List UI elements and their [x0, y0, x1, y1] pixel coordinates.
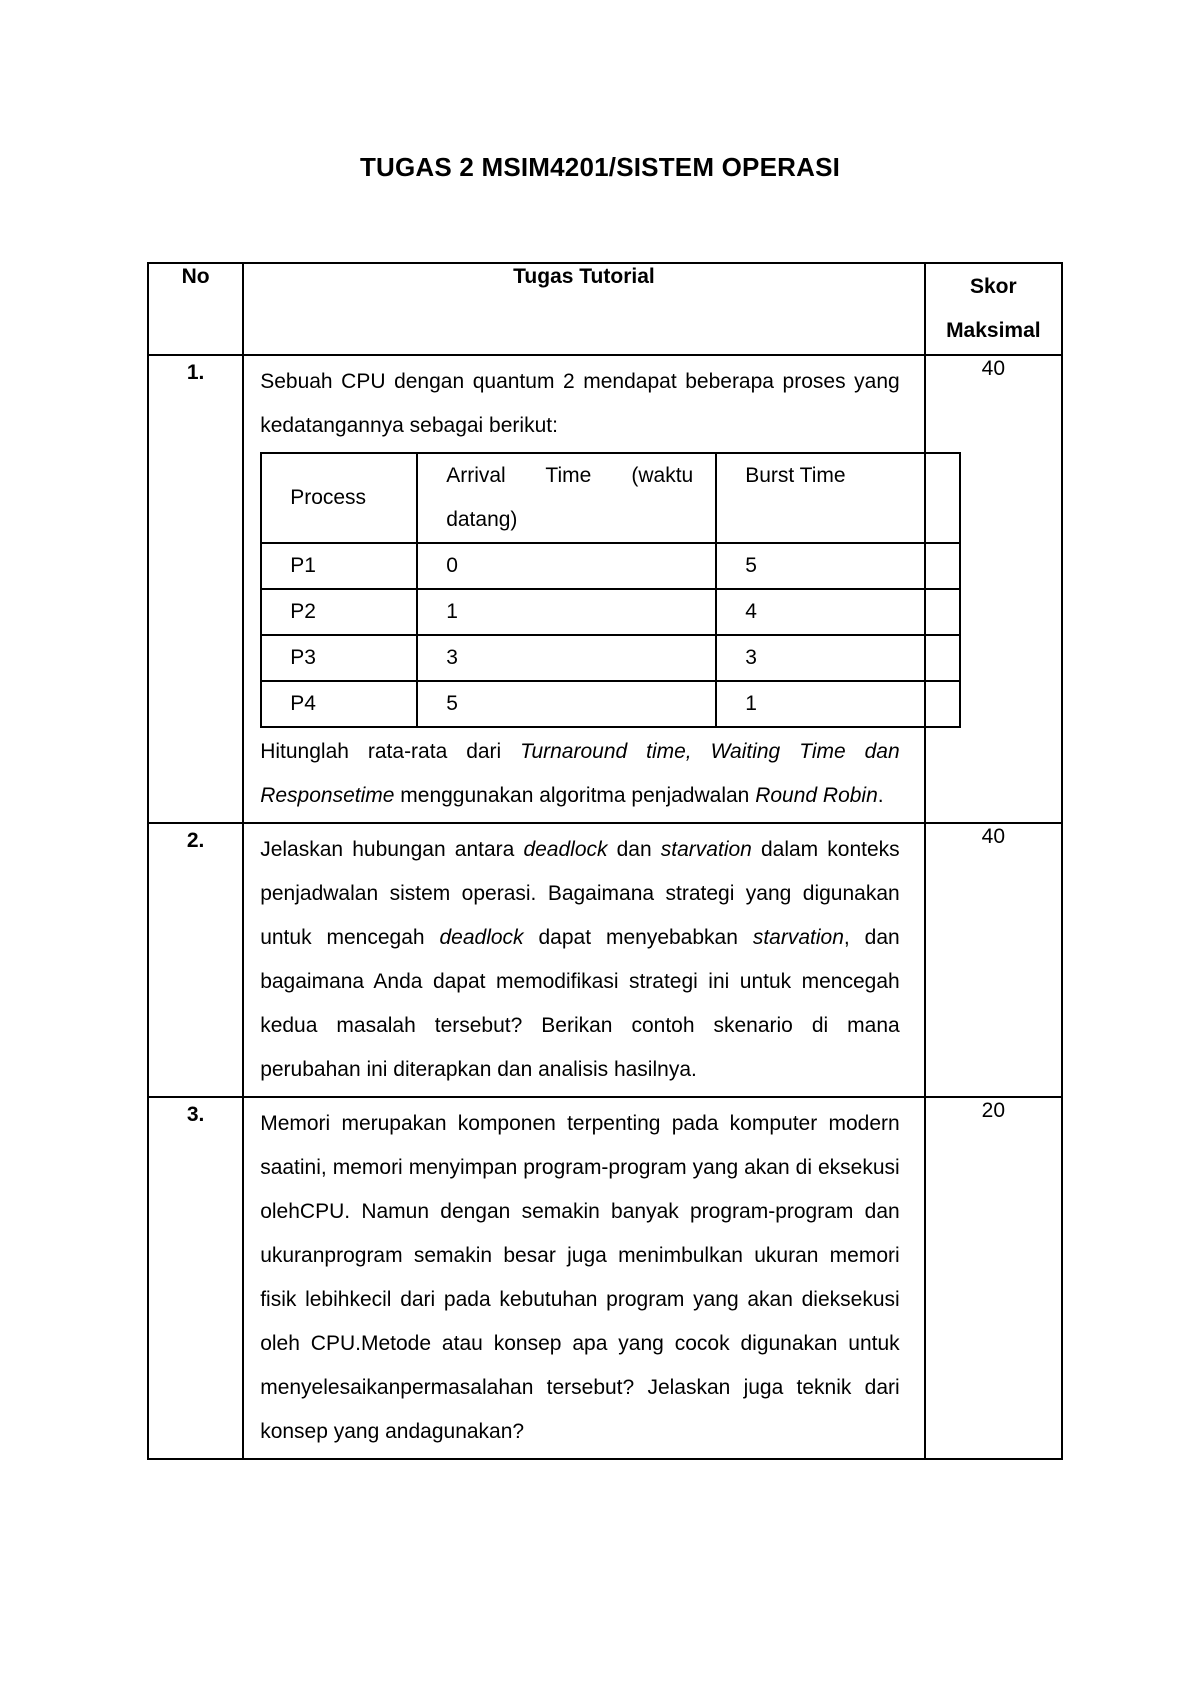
row-number: 3. [148, 1097, 243, 1459]
assignment-table [147, 262, 1063, 1460]
page-title: TUGAS 2 MSIM4201/SISTEM OPERASI [359, 152, 841, 182]
process-table-header [261, 453, 960, 543]
process-cell: P2 [261, 589, 417, 635]
question-italic: Round Robin [755, 784, 878, 807]
score-cell: 20 [925, 1097, 1062, 1459]
question-text: menggunakan algoritma penjadwalan [394, 784, 756, 807]
task-intro: Sebuah CPU dengan quantum 2 mendapat beberapa proses yang kedatangannya sebagai berikut: [260, 370, 900, 437]
task-text-run: dapat menyebabkan [523, 926, 753, 949]
process-cell: P3 [261, 635, 417, 681]
header-score [925, 263, 1062, 355]
process-cell: 4 [716, 589, 960, 635]
process-cell: 3 [716, 635, 960, 681]
process-cell: P4 [261, 681, 417, 727]
task-text-italic: starvation [660, 838, 752, 861]
process-cell: 5 [417, 681, 716, 727]
task-cell [243, 355, 924, 823]
header-no: No [148, 263, 243, 355]
process-cell: 0 [417, 543, 716, 589]
question-text: Hitunglah rata-rata dari [260, 740, 521, 763]
process-header-process: Process [261, 453, 417, 543]
process-cell: P1 [261, 543, 417, 589]
task-text-run: Jelaskan hubungan antara [260, 838, 524, 861]
process-header-arrival: Arrival Time (waktu datang) [417, 453, 716, 543]
row-number: 1. [148, 355, 243, 823]
process-row [261, 543, 960, 589]
task-text-run: dan [607, 838, 661, 861]
score-cell: 40 [925, 355, 1062, 823]
process-cell: 1 [716, 681, 960, 727]
score-cell: 40 [925, 823, 1062, 1097]
task-text-run: , dan bagaimana Anda dapat memodifikasi strategi ini untuk mencegah kedua masalah tersebut? Berikan contoh skenario di mana perubahan ini diterapkan dan analisis hasilnya. [260, 926, 900, 1081]
task-cell [243, 1097, 924, 1459]
header-score-line1: Skor [970, 275, 1017, 298]
task-text-italic: deadlock [439, 926, 524, 949]
process-table [260, 452, 961, 728]
question-text: . [877, 784, 884, 807]
process-cell: 1 [417, 589, 716, 635]
row-number: 2. [148, 823, 243, 1097]
process-cell: 3 [417, 635, 716, 681]
process-cell: 5 [716, 543, 960, 589]
header-task: Tugas Tutorial [243, 263, 924, 355]
table-row [148, 355, 1062, 823]
question-italic: Turnaround time, Waiting Time dan Responsetime [260, 740, 900, 807]
task-text-italic: deadlock [523, 838, 608, 861]
header-score-line2: Maksimal [946, 319, 1041, 342]
task-question [260, 730, 899, 818]
task-text [260, 828, 899, 1092]
task-text-run: dalam konteks penjadwalan sistem operasi. Bagaimana strategi yang digunakan untuk mencegah [260, 838, 900, 949]
process-row [261, 681, 960, 727]
table-row [148, 823, 1062, 1097]
task-cell [243, 823, 924, 1097]
header-row [148, 263, 1062, 355]
process-row [261, 589, 960, 635]
task-text: Memori merupakan komponen terpenting pada komputer modern saatini, memori menyimpan program-program yang akan di eksekusi olehCPU. Namun dengan semakin banyak program-program dan ukuranprogram semakin besar juga menimbulkan ukuran memori fisik lebihkecil dari pada kebutuhan program yang akan dieksekusi oleh CPU.Metode atau konsep apa yang cocok digunakan untuk menyelesaikanpermasalahan tersebut? Jelaskan juga teknik dari konsep yang andagunakan? [260, 1112, 900, 1443]
task-text-italic: starvation [752, 926, 844, 949]
process-header-burst: Burst Time [716, 453, 960, 543]
table-row [148, 1097, 1062, 1459]
process-row [261, 635, 960, 681]
